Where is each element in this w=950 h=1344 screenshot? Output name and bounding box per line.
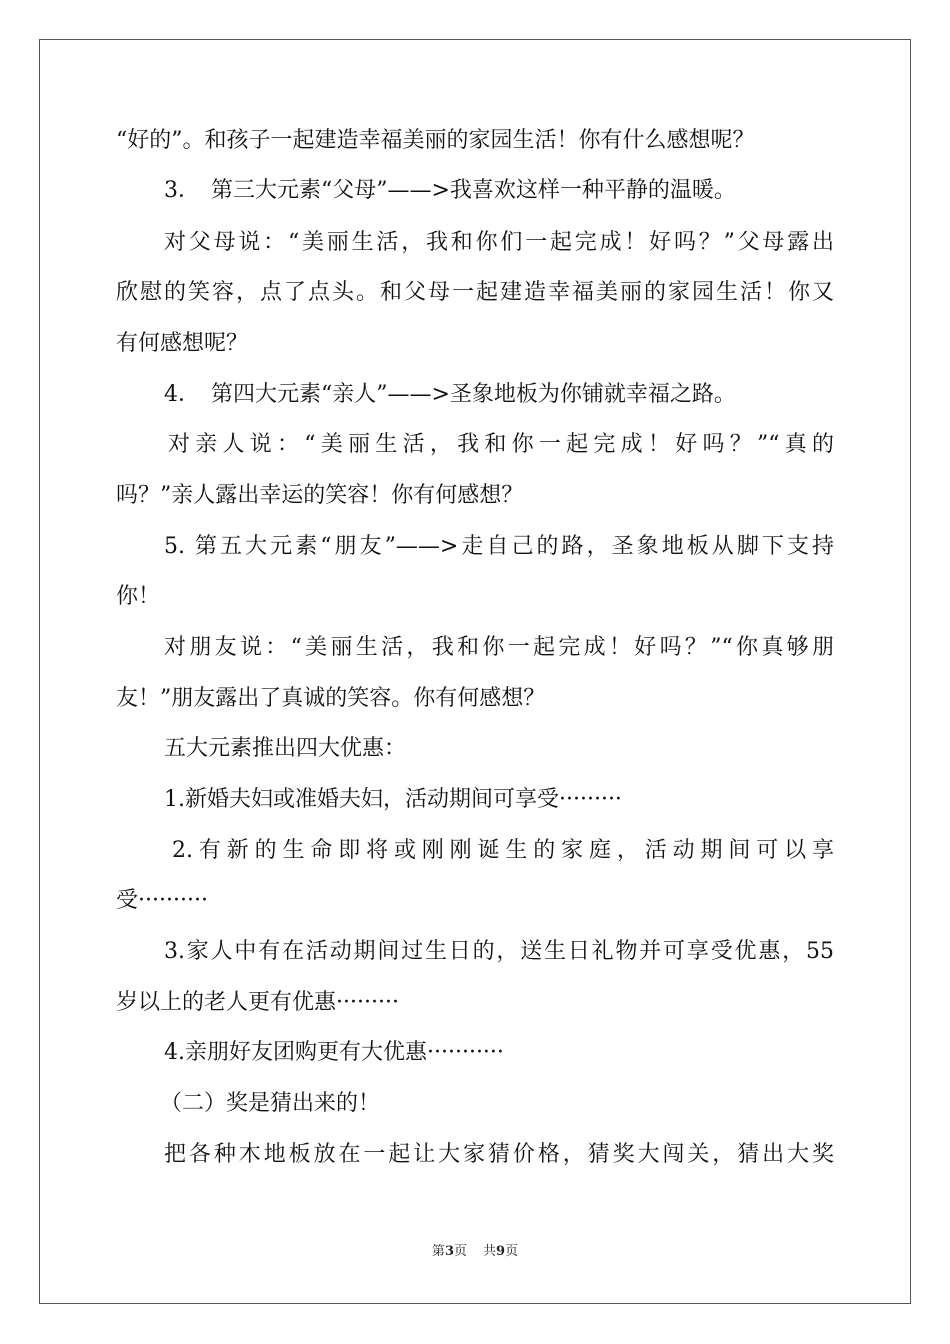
list-item-continuation: 受··········: [116, 888, 208, 913]
paragraph-line: 对朋友说：“美丽生活，我和你一起完成！好吗？”“你真够朋: [164, 635, 834, 660]
paragraph-line: 5. 第五大元素“朋友”——>走自己的路，圣象地板从脚下支持: [164, 534, 834, 559]
list-item: 1.新婚夫妇或准婚夫妇，活动期间可享受·········: [164, 787, 622, 812]
section-heading: （二）奖是猜出来的！: [160, 1091, 381, 1116]
page-footer: [0, 1243, 950, 1261]
paragraph-line: 吗？”亲人露出幸运的笑容！你有何感想？: [116, 483, 524, 508]
list-item-continuation: 岁以上的老人更有优惠·········: [116, 990, 399, 1015]
paragraph-line: 4． 第四大元素“亲人”——>圣象地板为你铺就幸福之路。: [164, 382, 736, 407]
paragraph-line: 对亲人说：“美丽生活，我和你一起完成！好吗？”“真的: [168, 432, 834, 457]
paragraph-line: 欣慰的笑容，点了点头。和父母一起建造幸福美丽的家园生活！你又: [116, 280, 834, 305]
list-item: 4.亲朋好友团购更有大优惠···········: [164, 1040, 504, 1065]
list-item: 2.有新的生命即将或刚刚诞生的家庭，活动期间可以享: [172, 838, 834, 863]
paragraph-line: “好的”。和孩子一起建造幸福美丽的家园生活！你有什么感想呢？: [116, 128, 755, 153]
paragraph-line: 把各种木地板放在一起让大家猜价格，猜奖大闯关，猜出大奖: [164, 1142, 834, 1167]
page-current: 3: [444, 1244, 454, 1259]
paragraph-line: 你！: [116, 584, 161, 609]
total-label-prefix: 共: [483, 1244, 497, 1259]
page-label-prefix: 第: [431, 1244, 445, 1259]
paragraph-line: 对父母说：“美丽生活，我和你们一起完成！好吗？”父母露出: [164, 230, 834, 255]
paragraph-line: 有何感想呢？: [116, 331, 249, 356]
list-item: 3.家人中有在活动期间过生日的，送生日礼物并可享受优惠，55: [164, 939, 834, 964]
paragraph-line: 五大元素推出四大优惠：: [164, 736, 407, 761]
page-total: 9: [496, 1244, 506, 1259]
paragraph-line: 3． 第三大元素“父母”——>我喜欢这样一种平静的温暖。: [164, 178, 736, 203]
total-label-suffix: 页: [505, 1244, 519, 1259]
page-label-suffix: 页: [453, 1244, 467, 1259]
paragraph-line: 友！”朋友露出了真诚的笑容。你有何感想？: [116, 686, 546, 711]
